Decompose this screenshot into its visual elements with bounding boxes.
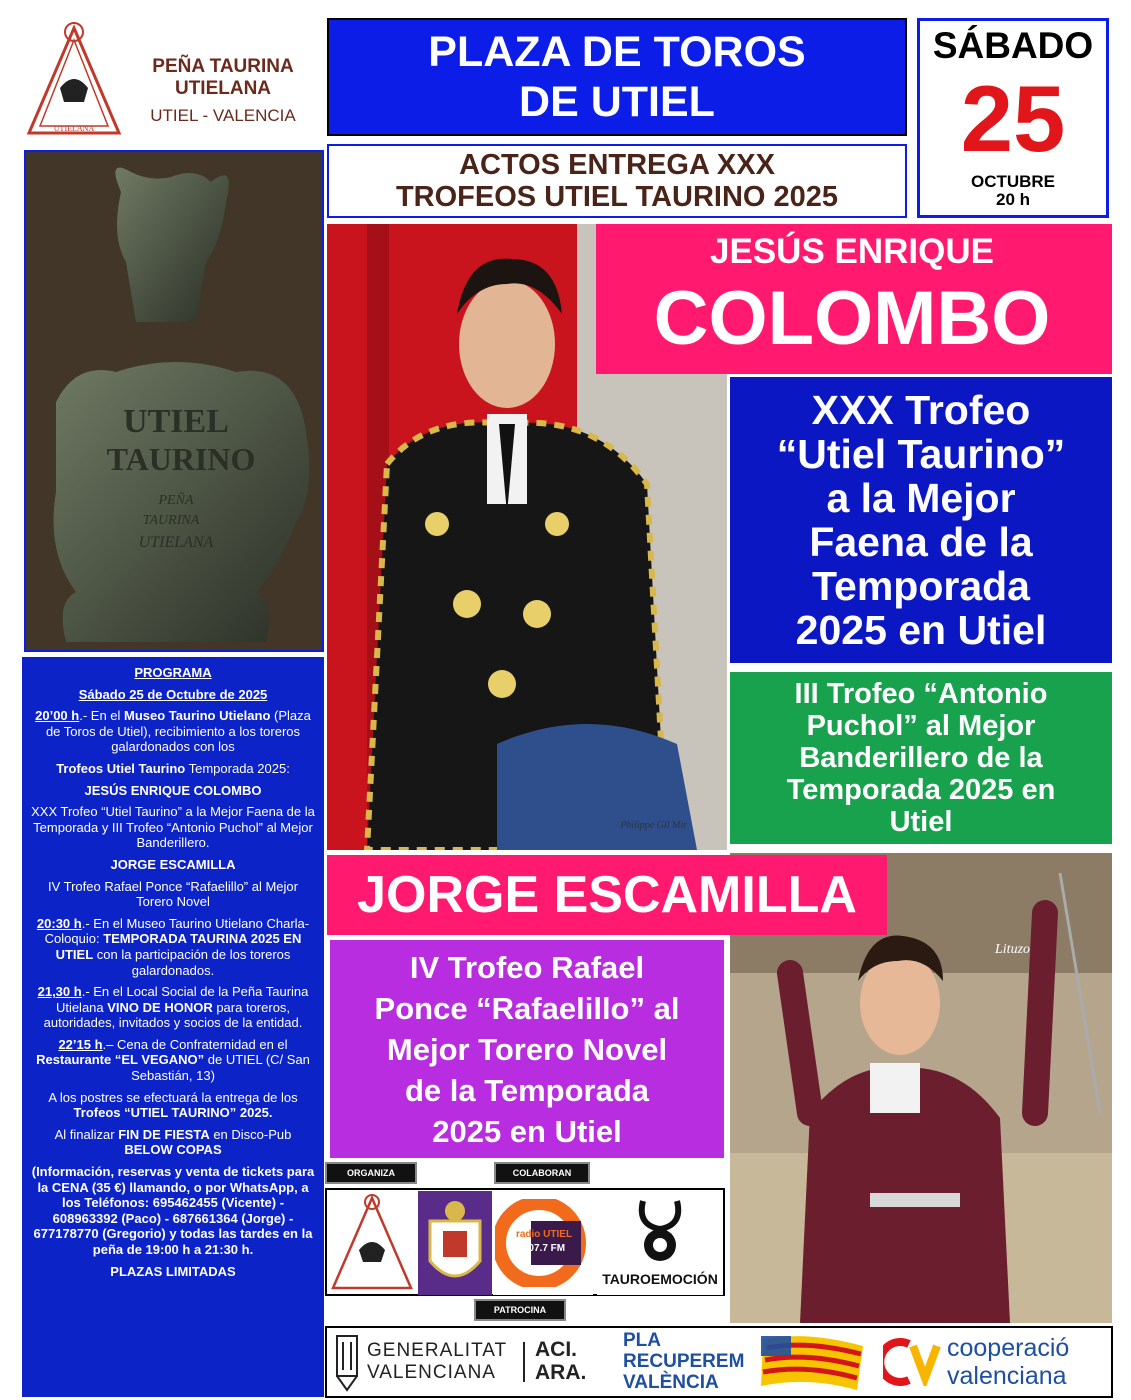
item3-bold: VINO DE HONOR <box>107 999 213 1015</box>
patrocina-label: PATROCINA <box>474 1299 566 1321</box>
footer-divider <box>523 1342 525 1382</box>
aci-ara-logo <box>535 1338 586 1384</box>
valencian-flag-icon <box>757 1332 867 1394</box>
program-date: Sábado 25 de Octubre de 2025 <box>78 686 268 702</box>
coop-line1: cooperació <box>947 1334 1070 1362</box>
trophy2-line: Utiel <box>889 806 953 838</box>
trophy2-line: Banderillero de la <box>799 742 1043 774</box>
gv-line2: VALENCIANA <box>367 1362 496 1383</box>
postres-bold: Trofeos “UTIEL TAURINO” 2025. <box>73 1105 273 1121</box>
program-fiesta <box>30 1127 316 1158</box>
item4-bold: Restaurante “EL VEGANO” <box>36 1052 205 1068</box>
item1-place: Museo Taurino Utielano <box>124 708 271 724</box>
trophy3-line: 2025 en Utiel <box>432 1113 622 1149</box>
aci-line2: ARA. <box>535 1361 587 1384</box>
trophy1-line: Faena de la <box>809 519 1033 565</box>
club-name <box>128 56 318 100</box>
postres-text-a: A los postres se efectuará la entrega de los <box>48 1089 298 1105</box>
program-honoree1-awards: XXX Trofeo “Utiel Taurino” a la Mejor Faena de la Temporada y III Trofeo “Antonio Puchol” al Mejor Banderillero. <box>31 804 315 851</box>
photo1-signature: Philippe Gil Mir <box>620 820 687 831</box>
date-weekday: SÁBADO <box>932 25 1094 66</box>
venue-line2: DE UTIEL <box>519 78 715 126</box>
program-honoree1-name: JESÚS ENRIQUE COLOMBO <box>84 782 262 798</box>
event-date-box <box>917 18 1109 218</box>
item2-time: 20:30 h <box>36 915 82 931</box>
gv-line1: GENERALITAT <box>367 1340 508 1361</box>
program-honoree2-awards: IV Trofeo Rafael Ponce “Rafaelillo” al Mejor Torero Novel <box>47 878 298 910</box>
aci-line1: ACI. <box>535 1338 577 1361</box>
trophy3-line: Ponce “Rafaelillo” al <box>374 990 680 1026</box>
bull-horns-icon <box>635 1195 685 1265</box>
venue-banner <box>327 18 907 136</box>
item4-text-b: de UTIEL (C/ San Sebastián, 13) <box>131 1052 310 1084</box>
organiza-label: ORGANIZA <box>325 1162 417 1184</box>
item4-time: 22’15 h <box>58 1036 103 1052</box>
trophies-title: Trofeos Utiel Taurino <box>56 760 186 776</box>
fiesta-place: BELOW COPAS <box>124 1142 222 1158</box>
trophy3-line: IV Trofeo Rafael <box>409 949 645 985</box>
item2-bold: TEMPORADA TAURINA 2025 EN UTIEL <box>55 931 302 962</box>
fiesta-text-a: Al finalizar <box>54 1126 119 1142</box>
generalitat-emblem-icon <box>333 1332 361 1394</box>
pla-line3: VALÈNCIA <box>623 1372 719 1393</box>
fiesta-text-b: en Disco-Pub <box>209 1126 292 1142</box>
generalitat-name <box>367 1340 507 1384</box>
item3-time: 21,30 h <box>37 984 82 1000</box>
acts-line1: ACTOS ENTREGA XXX <box>459 149 775 181</box>
photo2-signature: Lituzo <box>995 942 1031 957</box>
trophy1-line: Temporada <box>812 563 1030 609</box>
tauroemocion-logo <box>597 1191 723 1295</box>
program-honoree2-name: JORGE ESCAMILLA <box>110 856 236 872</box>
program-title: PROGRAMA <box>134 665 212 680</box>
honoree1-first-name: JESÚS ENRIQUE <box>710 232 994 271</box>
tauroemocion-text: TAUROEMOCIÓN <box>602 1271 718 1287</box>
cooperacio-cv-icon <box>883 1338 941 1386</box>
trophy2-line: Puchol” al Mejor <box>806 710 1036 742</box>
program-limit: PLAZAS LIMITADAS <box>110 1263 236 1279</box>
trophy-sculpture-photo <box>24 150 324 652</box>
item3-text-a: .- En el Local Social de la Peña Taurina Utielana <box>55 984 309 1015</box>
cooperacio-text <box>947 1334 1069 1390</box>
club-name-line2: UTIELANA <box>174 78 272 99</box>
trophies-season: Temporada 2025: <box>185 760 290 776</box>
trophy-engraving-line5: UTIELANA <box>138 534 214 551</box>
pena-taurina-logo-icon <box>329 1192 415 1292</box>
radio-utiel-logo <box>493 1191 593 1295</box>
pena-taurina-logo-icon <box>24 18 124 138</box>
acts-line2: TROFEOS UTIEL TAURINO 2025 <box>395 181 839 213</box>
pla-line2: RECUPEREM <box>623 1351 745 1372</box>
logo-text-bottom: UTIELANA <box>53 124 95 133</box>
pla-recuperem-logo <box>623 1330 744 1393</box>
coop-line2: valenciana <box>947 1362 1067 1390</box>
program-item-4 <box>30 1037 316 1084</box>
sponsors-panel <box>325 1188 725 1296</box>
item2-text-b: con la participación de los toreros galardonados. <box>93 946 291 978</box>
date-time: 20 h <box>995 190 1031 209</box>
utiel-coat-of-arms-icon <box>418 1191 492 1295</box>
item1-text-a: .- En el <box>79 708 125 724</box>
trophy2-line: III Trofeo “Antonio <box>794 678 1048 710</box>
item1-time: 20’00 h <box>35 708 80 724</box>
trophy-engraving-line2: TAURINO <box>106 441 256 477</box>
honoree1-name-banner <box>596 224 1112 374</box>
trophy1-line: “Utiel Taurino” <box>776 431 1066 477</box>
program-trophies <box>30 761 316 777</box>
program-item-1 <box>30 708 316 755</box>
trophy-rafaelillo-banner <box>330 940 724 1158</box>
club-location: UTIEL - VALENCIA <box>150 106 296 125</box>
trophy1-line: XXX Trofeo <box>811 387 1031 433</box>
trophy2-line: Temporada 2025 en <box>786 774 1056 806</box>
venue-line1: PLAZA DE TOROS <box>428 28 806 76</box>
program-info: (Información, reservas y venta de tickets para la CENA (35 €) llamando, o por WhatsApp, a los Teléfonos: 695462455 (Vicente) - 608963392 (Paco) - 687661364 (Jorge) - 677178770 (Gregorio) y todas las tardes en la peña de 19:00 h a 21:30 h. <box>31 1164 315 1257</box>
trophy3-line: de la Temporada <box>404 1072 650 1108</box>
trophy1-line: a la Mejor <box>826 475 1016 521</box>
fiesta-bold: FIN DE FIESTA <box>118 1126 210 1142</box>
pla-line1: PLA <box>623 1330 661 1351</box>
club-logo-block <box>24 14 322 140</box>
sponsor-footer <box>325 1326 1113 1398</box>
colaboran-label: COLABORAN <box>494 1162 590 1184</box>
item2-text-a: .- En el Museo Taurino Utielano Charla-Coloquio: <box>44 915 310 947</box>
date-month: OCTUBRE <box>970 172 1056 191</box>
program-item-2 <box>30 916 316 978</box>
trophy-engraving-line1: UTIEL <box>123 403 229 440</box>
program-postres <box>30 1090 316 1121</box>
trophy-antonio-puchol-banner <box>730 672 1112 844</box>
trophy3-line: Mejor Torero Novel <box>386 1031 668 1067</box>
club-name-line1: PEÑA TAURINA <box>152 56 294 77</box>
trophy1-line: 2025 en Utiel <box>795 607 1047 653</box>
trophy-utiel-taurino-banner <box>730 377 1112 663</box>
trophy-engraving-line3: PEÑA <box>158 493 194 508</box>
trophy-engraving-line4: TAURINA <box>142 513 200 528</box>
date-day: 25 <box>960 66 1066 171</box>
honoree2-name-banner: JORGE ESCAMILLA <box>327 855 887 935</box>
honoree1-last-name: COLOMBO <box>653 276 1051 361</box>
item1-text-b: (Plaza de Toros de Utiel), recibimiento a los toreros galardonados con los <box>45 708 311 755</box>
radio-frequency: 107.7 FM <box>522 1243 566 1254</box>
trophy-sculpture-icon <box>26 152 322 650</box>
item3-text-b: para toreros, autoridades, invitados y socios de la entidad. <box>43 999 303 1031</box>
radio-name: radio UTIEL <box>515 1229 573 1240</box>
program-item-3 <box>30 984 316 1031</box>
event-title-banner <box>327 144 907 218</box>
program-panel <box>22 657 324 1397</box>
item4-text-a: .– Cena de Confraternidad en el <box>102 1036 288 1052</box>
